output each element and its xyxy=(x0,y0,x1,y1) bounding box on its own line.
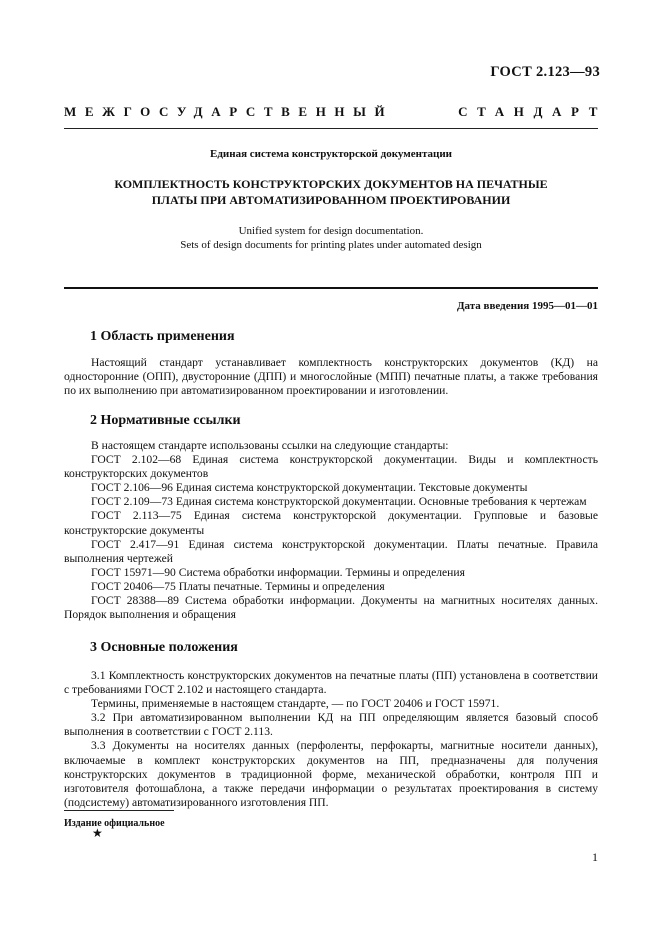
reference-item: ГОСТ 2.106—96 Единая система конструкторской документации. Текстовые документы xyxy=(91,481,528,495)
section-body xyxy=(64,356,598,398)
document-number: ГОСТ 2.123—93 xyxy=(490,64,600,80)
reference-item: ГОСТ 20406—75 Платы печатные. Термины и определения xyxy=(91,579,385,593)
paragraph: В настоящем стандарте использованы ссылки на следующие стандарты: xyxy=(91,439,449,452)
title-line-1: КОМПЛЕКТНОСТЬ КОНСТРУКТОРСКИХ ДОКУМЕНТОВ НА ПЕЧАТНЫЕ xyxy=(114,177,548,191)
footer-divider xyxy=(64,810,174,811)
paragraph: 3.1 Комплектность конструкторских документов на печатные платы (ПП) установлена в соответствии с требованиями ГОСТ 2.102 и настоящего стандарта. xyxy=(64,669,598,697)
reference-item: ГОСТ 2.102—68 Единая система конструкторской документации. Виды и комплектность конструкторских документов xyxy=(64,453,598,481)
paragraph: 3.2 При автоматизированном выполнении КД на ПП определяющим является базовый способ выполнения в соответствии с ГОСТ 2.113. xyxy=(64,711,598,739)
section-body xyxy=(64,439,598,622)
subtitle-line-1: Unified system for design documentation. xyxy=(238,225,424,237)
subtitle-line-2: Sets of design documents for printing plates under automated design xyxy=(180,238,482,251)
section-heading: 2 Нормативные ссылки xyxy=(90,413,241,428)
banner-right: СТАНДАРТ xyxy=(458,104,607,119)
reference-item: ГОСТ 2.109—73 Единая система конструкторской документации. Основные требования к чертежам xyxy=(91,495,587,509)
paragraph: 3.3 Документы на носителях данных (перфоленты, перфокарты, магнитные носители данных), включаемые в комплект конструкторских документов на ПП, предназначены для получения конструкторских документов в традиционной форме, механической обработки, контроля ПП и изготовителя фотошаблона, а также передачи информации о результатах проектирования в систему (подсистему) автоматизированного изготовления ПП. xyxy=(64,739,598,809)
page-number: 1 xyxy=(592,850,598,864)
effective-date: Дата введения 1995—01—01 xyxy=(456,300,598,312)
edition-label: Издание официальное xyxy=(64,818,165,829)
english-title xyxy=(64,225,598,252)
section-body xyxy=(64,669,598,810)
header-divider xyxy=(64,128,598,129)
reference-item: ГОСТ 28388—89 Система обработки информации. Документы на магнитных носителях данных. Порядок выполнения и обращения xyxy=(64,594,598,622)
standard-banner xyxy=(64,104,607,120)
section-heading: 3 Основные положения xyxy=(90,640,238,655)
title-line-2: ПЛАТЫ ПРИ АВТОМАТИЗИРОВАННОМ ПРОЕКТИРОВАНИИ xyxy=(151,192,511,207)
banner-left: МЕЖГОСУДАРСТВЕННЫЙ xyxy=(64,104,394,119)
system-name: Единая система конструкторской документации xyxy=(210,148,452,160)
star-icon: ★ xyxy=(92,826,103,840)
reference-item: ГОСТ 2.113—75 Единая система конструкторской документации. Групповые и базовые конструкторские документы xyxy=(64,509,598,537)
paragraph: Термины, применяемые в настоящем стандарте, — по ГОСТ 20406 и ГОСТ 15971. xyxy=(91,697,500,711)
reference-item: ГОСТ 2.417—91 Единая система конструкторской документации. Платы печатные. Правила выполнения чертежей xyxy=(64,537,598,565)
reference-item: ГОСТ 15971—90 Система обработки информации. Термины и определения xyxy=(91,565,465,579)
title-divider xyxy=(64,287,598,289)
document-title xyxy=(64,177,598,208)
paragraph: Настоящий стандарт устанавливает комплектность конструкторских документов (КД) на односторонние (ОПП), двусторонние (ДПП) и многослойные (МПП) печатные платы, а также требования по их выполнению при автоматизированном проектировании и изготовлении. xyxy=(64,356,598,398)
section-heading: 1 Область применения xyxy=(90,329,235,344)
